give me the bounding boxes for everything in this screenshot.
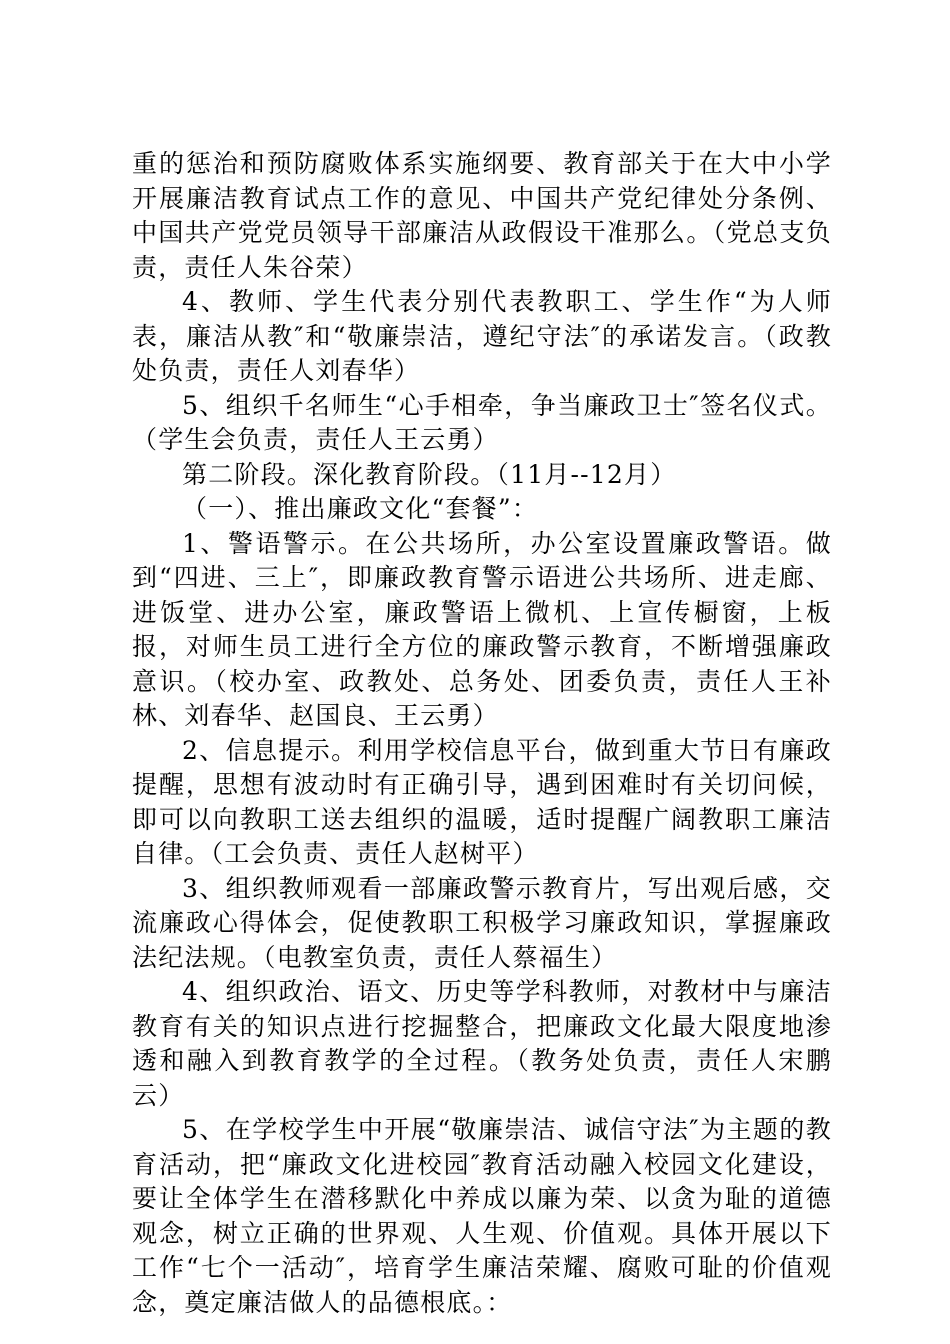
paragraph-item-4: 4、教师、学生代表分别代表教职工、学生作“为人师表，廉洁从教″和“敬廉崇洁，遵纪守法″的承诺发言。（政教处负责，责任人刘春华） bbox=[132, 287, 832, 385]
paragraph-item-5: 5、组织千名师生“心手相牵，争当廉政卫士″签名仪式。（学生会负责，责任人王云勇） bbox=[132, 390, 832, 454]
paragraph-warning-slogans: 1、警语警示。在公共场所，办公室设置廉政警语。做到“四进、三上″，即廉政教育警示语进公共场所、进走廊、进饭堂、进办公室，廉政警语上微机、上宣传橱窗，上板报，对师生员工进行全方位的廉政警示教育，不断增强廉政意识。（校办室、政教处、总务处、团委负责，责任人王补林、刘春华、赵国良、王云勇） bbox=[132, 528, 832, 730]
paragraph-continuation: 重的惩治和预防腐败体系实施纲要、教育部关于在大中小学开展廉洁教育试点工作的意见、中国共产党纪律处分条例、中国共产党党员领导干部廉洁从政假设干准那么。（党总支负责，责任人朱谷荣） bbox=[132, 149, 832, 282]
paragraph-info-reminder: 2、信息提示。利用学校信息平台，做到重大节日有廉政提醒，思想有波动时有正确引导，遇到困难时有关切问候，即可以向教职工送去组织的温暖，适时提醒广阔教职工廉洁自律。（工会负责、责任人赵树平） bbox=[132, 735, 832, 868]
section-heading-one: （一）、推出廉政文化“套餐”： bbox=[182, 494, 539, 523]
paragraph-warning-film: 3、组织教师观看一部廉政警示教育片，写出观后感，交流廉政心得体会，促使教职工积极学习廉政知识，掌握廉政法纪法规。（电教室负责，责任人蔡福生） bbox=[132, 873, 832, 972]
document-body bbox=[132, 147, 832, 1320]
stage-two-heading: 第二阶段。深化教育阶段。（11月--12月） bbox=[182, 459, 677, 489]
paragraph-student-activities: 5、在学校学生中开展“敬廉崇洁、诚信守法″为主题的教育活动，把“廉政文化进校园″教育活动融入校园文化建设，要让全体学生在潜移默化中养成以廉为荣、以贪为耻的道德观念，树立正确的世界观、人生观、价值观。具体开展以下工作“七个一活动″，培育学生廉洁荣耀、腐败可耻的价值观念，奠定廉洁做人的品德根底。： bbox=[132, 1115, 832, 1317]
paragraph-subject-integration: 4、组织政治、语文、历史等学科教师，对教材中与廉洁教育有关的知识点进行挖掘整合，把廉政文化最大限度地渗透和融入到教育教学的全过程。（教务处负责，责任人宋鹏云） bbox=[132, 977, 832, 1110]
